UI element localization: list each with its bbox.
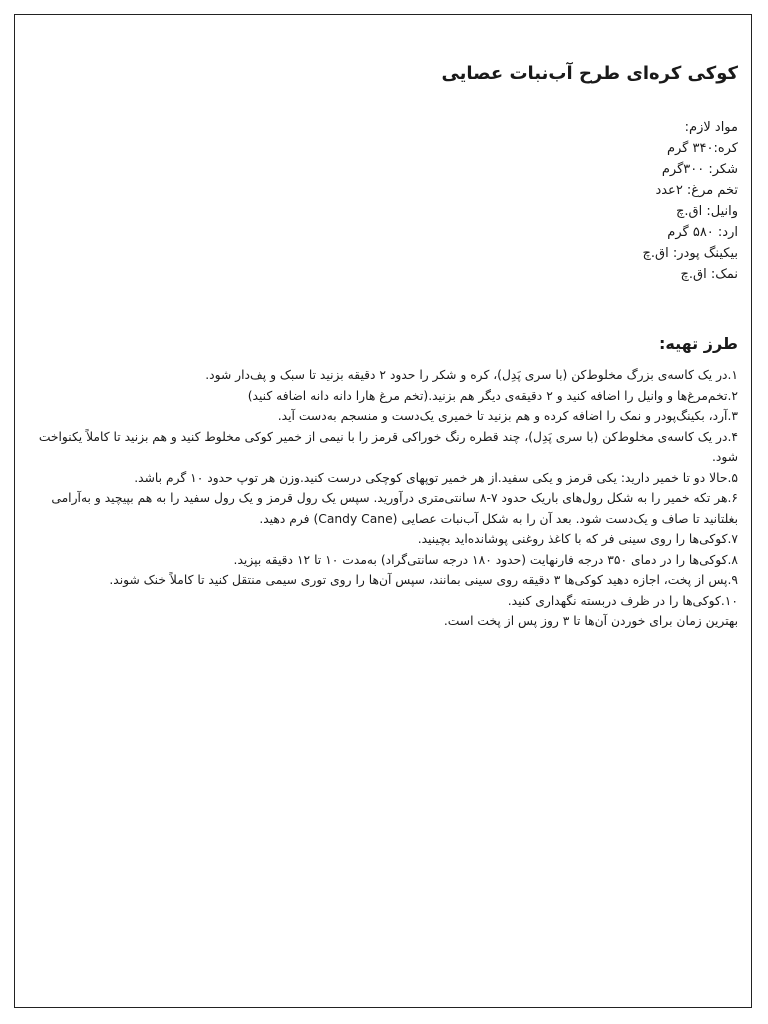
ingredient-item: بیکینگ پودر: اق.چ <box>642 246 738 261</box>
steps-list <box>30 365 738 632</box>
ingredient-item: تخم مرغ: ۲عدد <box>655 183 738 198</box>
step-item: ۴.در یک کاسه‌ی مخلوط‌کن (با سری پَدِل)، چند قطره رنگ خوراکی قرمز را با نیمی از خمیر کوکی مخلوط کنید و هم بزنید تا کاملاً یکنواخت شود. <box>38 429 738 464</box>
ingredient-item: کره:۳۴۰ گرم <box>666 141 738 156</box>
ingredient-item: وانیل: اق.چ <box>675 204 738 219</box>
ingredient-item: شکر: ۳۰۰گرم <box>661 162 738 177</box>
document-body <box>30 60 738 632</box>
step-item: ۵.حالا دو تا خمیر دارید: یکی قرمز و یکی سفید.از هر خمیر توپهای کوچکی درست کنید.وزن هر توپ حدود ۱۰ گرم باشد. <box>134 470 738 485</box>
ingredient-item: نمک: اق.چ <box>680 267 738 282</box>
step-item: ۲.تخم‌مرغ‌ها و وانیل را اضافه کنید و ۲ دقیقه‌ی دیگر هم بزنید.(تخم مرغ هارا دانه دانه اضافه کنید) <box>247 388 738 403</box>
step-item: ۱.در یک کاسه‌ی بزرگ مخلوط‌کن (با سری پَدِل)، کره و شکر را حدود ۲ دقیقه بزنید تا سبک و پف‌دار شود. <box>205 368 738 382</box>
step-item: ۳.آرد، بکینگ‌پودر و نمک را اضافه کرده و هم بزنید تا خمیری یک‌دست و منسجم به‌دست آید. <box>277 409 738 423</box>
method-heading: طرز تهیه: <box>658 334 738 353</box>
ingredient-item: ارد: ۵۸۰ گرم <box>667 225 738 240</box>
ingredients-list <box>30 138 738 285</box>
closing-note: بهترین زمان برای خوردن آن‌ها تا ۳ روز پس از پخت است. <box>443 614 738 628</box>
document-title: کوکی کره‌ای طرح آب‌نبات عصایی <box>441 63 738 84</box>
step-item: ۸.کوکی‌ها را در دمای ۳۵۰ درجه فارنهایت (حدود ۱۸۰ درجه سانتی‌گراد) به‌مدت ۱۰ تا ۱۲ دقیقه بپزید. <box>233 552 738 567</box>
step-item: ۷.کوکی‌ها را روی سینی فر که با کاغذ روغنی پوشانده‌اید بچینید. <box>417 532 738 546</box>
step-item: ۶.هر تکه خمیر را به شکل رول‌های باریک حدود ۷-۸ سانتی‌متری درآورید. سپس یک رول قرمز و یک رول سفید را به هم بپیچید و به‌آرامی بغلتانید تا صاف و یک‌دست شود. بعد آن را به شکل آب‌نبات عصایی (Candy Cane) فرم دهید. <box>51 491 738 526</box>
step-item: ۹.پس از پخت، اجازه دهید کوکی‌ها ۳ دقیقه روی سینی بمانند، سپس آن‌ها را روی توری سیمی منتقل کنید تا کاملاً خنک شوند. <box>109 573 738 587</box>
step-item: ۱۰.کوکی‌ها را در ظرف دربسته نگهداری کنید. <box>507 593 738 608</box>
ingredients-heading: مواد لازم: <box>684 120 738 135</box>
